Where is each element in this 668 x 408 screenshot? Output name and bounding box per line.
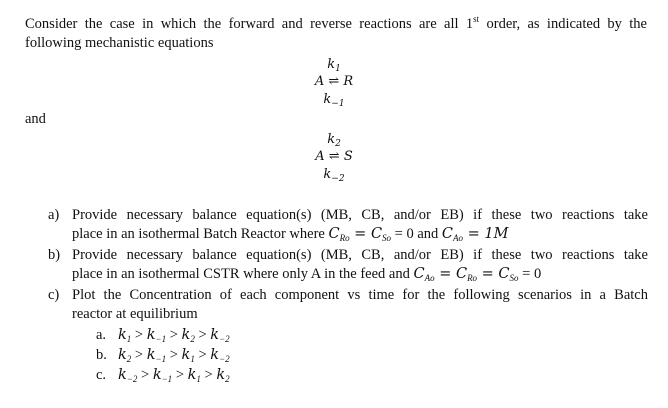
question-a-eq1: = C bbox=[349, 226, 383, 242]
equilibrium-arrow-icon: ⇌ bbox=[328, 74, 340, 89]
question-a-cond2-sub: Ao bbox=[453, 233, 464, 243]
rate-constant-subscript: 1 bbox=[126, 334, 132, 344]
rate-constant: k bbox=[146, 347, 156, 363]
question-a-and: and bbox=[413, 226, 442, 242]
question-c-line-1: Plot the Concentration of each component vs time for the following scenarios in a Batch bbox=[72, 287, 648, 303]
reaction1-equation bbox=[308, 74, 360, 89]
rate-constant: k bbox=[181, 347, 191, 363]
rate-constant-subscript: −1 bbox=[161, 374, 173, 384]
reaction1-k-top bbox=[316, 57, 352, 74]
rate-constant-subscript: 1 bbox=[196, 374, 201, 384]
rate-constant-subscript: −2 bbox=[219, 354, 230, 364]
rate-constant: k bbox=[210, 347, 220, 363]
greater-than-symbol: > bbox=[137, 367, 153, 383]
rate-constant: k bbox=[216, 367, 226, 383]
and-label: and bbox=[25, 111, 46, 127]
greater-than-symbol: > bbox=[194, 327, 211, 343]
question-b-text: place in an isothermal CSTR where only A in the feed and bbox=[72, 266, 414, 282]
question-a-cond1-sub: Ro bbox=[339, 233, 350, 243]
rate-constant-subscript: 1 bbox=[190, 354, 195, 364]
question-c-line-2: reactor at equilibrium bbox=[72, 306, 198, 322]
greater-than-symbol: > bbox=[194, 347, 211, 363]
rate-constant-subscript: −2 bbox=[219, 334, 230, 344]
question-a-cond1: C bbox=[328, 226, 340, 242]
question-a-cond2: C bbox=[441, 226, 454, 242]
rate-constant-subscript: 2 bbox=[126, 354, 132, 364]
question-a-line-1: Provide necessary balance equation(s) (MB, CB, and/or EB) if these two reactions take bbox=[72, 207, 648, 223]
question-b-eq2: = C bbox=[477, 266, 510, 282]
reaction2-lhs: A bbox=[315, 149, 325, 164]
question-b-line-2 bbox=[72, 266, 541, 283]
rate-constant: k bbox=[118, 347, 127, 363]
question-b-val: = 0 bbox=[518, 266, 542, 282]
question-b-marker: b) bbox=[48, 247, 61, 263]
rate-constant-subscript: −1 bbox=[155, 334, 167, 344]
reaction2-k-top bbox=[316, 132, 352, 149]
reaction2-k-bottom-sub: −2 bbox=[331, 174, 345, 184]
reaction1-rhs: R bbox=[343, 74, 354, 89]
question-b-cond-sub: Ao bbox=[424, 273, 435, 283]
greater-than-symbol: > bbox=[200, 367, 217, 383]
question-a-eq1-sub: So bbox=[382, 233, 392, 243]
intro-text-a: Consider the case in which the forward and reverse reactions are all 1 bbox=[25, 16, 474, 32]
rate-constant-subscript: 2 bbox=[225, 374, 230, 384]
intro-line-1 bbox=[25, 14, 647, 33]
question-b-cond: C bbox=[413, 266, 425, 282]
question-b-eq2-sub: So bbox=[509, 273, 519, 283]
scenario-marker: b. bbox=[96, 347, 107, 363]
rate-constant: k bbox=[210, 327, 220, 343]
greater-than-symbol: > bbox=[166, 327, 182, 343]
question-a-text: place in an isothermal Batch Reactor where bbox=[72, 226, 329, 242]
reaction1-k-bottom bbox=[312, 92, 356, 109]
reaction2-rhs: S bbox=[343, 149, 353, 164]
rate-constant-subscript: −1 bbox=[155, 354, 167, 364]
rate-constant: k bbox=[146, 327, 156, 343]
reaction2-k-bottom bbox=[312, 167, 356, 184]
reaction2-k-bottom-symbol: k bbox=[323, 167, 332, 182]
reaction1-k-bottom-symbol: k bbox=[323, 92, 332, 107]
reaction2-k-top-symbol: k bbox=[327, 132, 336, 147]
rate-constant: k bbox=[118, 327, 127, 343]
rate-constant: k bbox=[181, 327, 191, 343]
intro-line-2: following mechanistic equations bbox=[25, 35, 214, 51]
rate-constant: k bbox=[118, 367, 127, 383]
scenario-marker: c. bbox=[96, 367, 107, 383]
rate-constant: k bbox=[152, 367, 162, 383]
scenario-inequality bbox=[118, 327, 230, 344]
question-c-marker: c) bbox=[48, 287, 60, 303]
question-b-eq1: = C bbox=[434, 266, 468, 282]
scenario-inequality bbox=[118, 367, 230, 384]
greater-than-symbol: > bbox=[172, 367, 188, 383]
scenario-inequality bbox=[118, 347, 230, 364]
question-b-line-1: Provide necessary balance equation(s) (MB, CB, and/or EB) if these two reactions take bbox=[72, 247, 648, 263]
reaction1-k-top-sub: 1 bbox=[335, 64, 341, 74]
reaction2-k-top-sub: 2 bbox=[335, 139, 341, 149]
intro-superscript: st bbox=[473, 14, 480, 24]
reaction2-equation bbox=[308, 149, 360, 164]
rate-constant: k bbox=[187, 367, 197, 383]
reaction1-k-bottom-sub: −1 bbox=[331, 99, 345, 109]
greater-than-symbol: > bbox=[131, 327, 147, 343]
question-a-val1: = 0 bbox=[391, 226, 414, 242]
greater-than-symbol: > bbox=[166, 347, 182, 363]
rate-constant-subscript: 2 bbox=[190, 334, 195, 344]
question-a-line-2 bbox=[72, 226, 508, 243]
rate-constant-subscript: −2 bbox=[126, 374, 138, 384]
question-b-eq1-sub: Ro bbox=[467, 273, 478, 283]
intro-text-b: order, as indicated by the bbox=[479, 16, 647, 32]
greater-than-symbol: > bbox=[131, 347, 147, 363]
reaction1-k-top-symbol: k bbox=[327, 57, 336, 72]
question-a-marker: a) bbox=[48, 207, 60, 223]
question-a-val2: = 1M bbox=[463, 226, 509, 242]
equilibrium-arrow-icon: ⇌ bbox=[328, 149, 340, 164]
reaction1-lhs: A bbox=[314, 74, 325, 89]
scenario-marker: a. bbox=[96, 327, 107, 343]
